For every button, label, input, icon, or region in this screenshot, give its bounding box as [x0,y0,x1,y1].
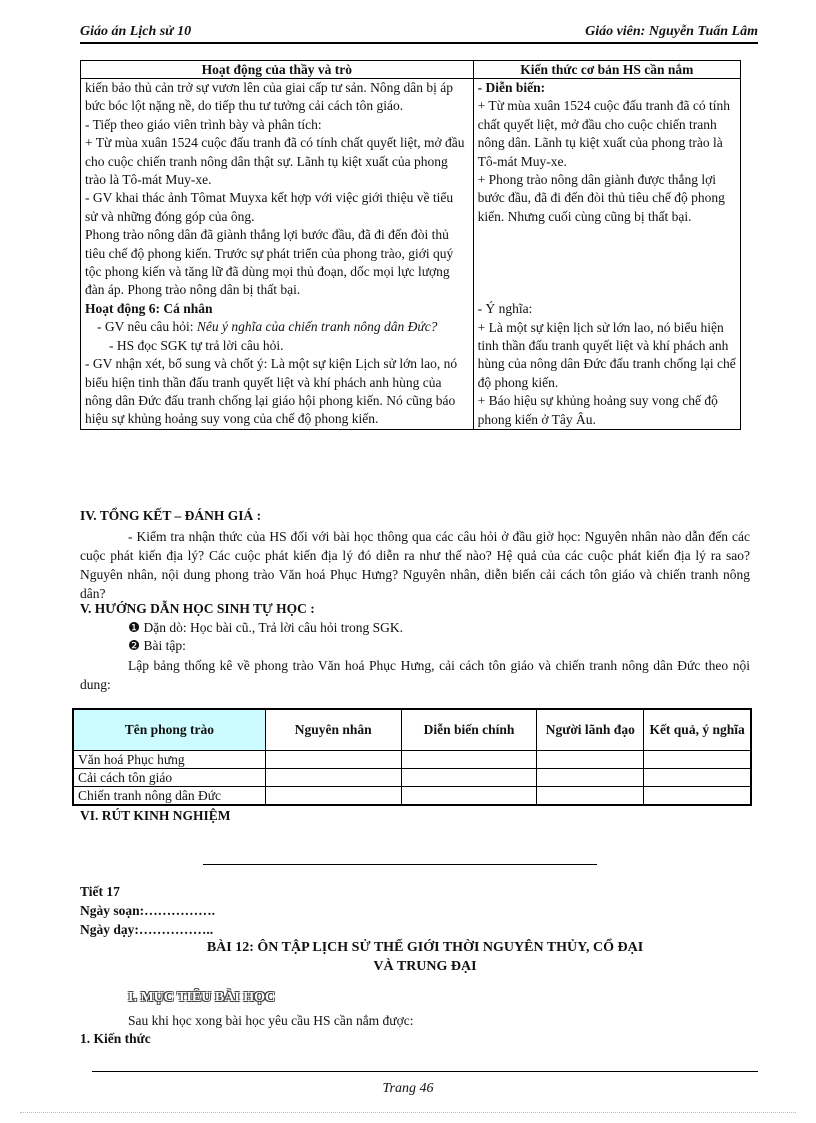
page-bottom-border [20,1112,796,1113]
table-row [73,787,751,806]
lesson-title-line2: VÀ TRUNG ĐẠI [373,959,477,974]
th-main-events: Diễn biến chính [401,709,537,751]
th-cause: Nguyên nhân [265,709,401,751]
section-iv-heading: IV. TỔNG KẾT – ĐÁNH GIÁ : [80,508,262,523]
homework-item-2: ❷ Bài tập: [128,638,186,653]
section-divider [203,864,597,865]
header-teacher: Giáo viên: Nguyễn Tuấn Lâm [585,24,758,39]
gv-question: - GV nêu câu hỏi: Nêu ý nghĩa của chiến tranh nông dân Đức? [97,319,438,335]
activity-text: Phong trào nông dân đã giành thắng lợi bước đầu, đã đi đến đòi thủ tiêu chế độ phong kiến. Trước sự phát triển của phong trào, giới quý tộc phong kiến và tăng lữ đã dùng mọi thủ đoạn, dốc mọi lực lượng đàn áp. Phong trào nông dân bị thất bại. [85,227,454,298]
th-movement: Tên phong trào [73,709,265,751]
section-iv-text: - Kiểm tra nhận thức của HS đối với bài học thông qua các câu hỏi ở đầu giờ học: Nguyên nhân nào dẫn đến các cuộc phát kiến địa lý? Các cuộc phát kiến địa lý đó diễn ra như thế nào? Hệ quả của các cuộc phát kiến địa lý ra sao? Nguyên nhân, nội dung phong trào Văn hoá Phục Hưng? Nguyên nhân, diễn biến cải cách tôn giáo và chiến tranh nông dân? [80,529,750,601]
row-label: Cải cách tôn giáo [73,769,265,787]
section-v-heading: V. HƯỚNG DẪN HỌC SINH TỰ HỌC : [80,601,315,616]
header-subject: Giáo án Lịch sử 10 [80,24,192,39]
col-knowledge-header: Kiến thức cơ bản HS cần nắm [473,61,740,79]
col-activities-header: Hoạt động của thầy và trò [81,61,474,79]
row-label: Chiến tranh nông dân Đức [73,787,265,806]
prep-date: Ngày soạn:……………. [80,903,216,918]
summary-table [72,708,752,806]
page-number: Trang 46 [382,1081,434,1096]
section-v-text: Lập bảng thống kê về phong trào Văn hoá Phục Hưng, cải cách tôn giáo và chiến tranh nông dân Đức theo nội dung: [80,658,750,692]
knowledge-text: + Là một sự kiện lịch sử lớn lao, nó biểu hiện tinh thần đấu tranh quyết liệt và khí phách anh hùng của nông dân Đức đấu tranh chống lại chế độ phong kiến. [477,319,736,390]
table-row [73,751,751,769]
table-row [73,769,751,787]
objectives-intro: Sau khi học xong bài học yêu cầu HS cần nắm được: [128,1013,414,1028]
activity-text: + Từ mùa xuân 1524 cuộc đấu tranh đã có tính chất quyết liệt, mở đầu cho cuộc chiến tranh nông dân thật sự. Lãnh tụ kiệt xuất của phong trào là Tô-mát Muy-xe. [85,135,465,188]
objectives-heading: I. MỤC TIÊU BÀI HỌC [128,990,276,1005]
lesson-activity-table [80,60,741,430]
activity-text: - Tiếp theo giáo viên trình bày và phân tích: [85,116,322,132]
dien-bien-label: - Diễn biến: [477,80,546,95]
knowledge-text: + Từ mùa xuân 1524 cuộc đấu tranh đã có tính chất quyết liệt, mở đầu cho cuộc chiến tranh nông dân. Lãnh tụ kiệt xuất của phong trào là Tô-mát Muy-xe. [477,98,730,169]
teach-date: Ngày dạy:…………….. [80,922,214,937]
knowledge-cell [473,79,740,430]
homework-item-1: ❶ Dặn dò: Học bài cũ., Trả lời câu hỏi trong SGK. [128,620,403,635]
period-number: Tiết 17 [80,884,120,899]
knowledge-heading: 1. Kiến thức [80,1031,151,1046]
activity-text: - GV khai thác ảnh Tômat Muyxa kết hợp với việc giới thiệu về tiểu sử và những đóng góp của ông. [85,190,454,224]
activities-cell [81,79,474,430]
knowledge-text: + Báo hiệu sự khủng hoảng suy vong chế độ phong kiến ở Tây Âu. [477,393,718,427]
lesson-title: BÀI 12: ÔN TẬP LỊCH SỬ THẾ GIỚI THỜI NGUYÊN THỦY, CỔ ĐẠI [206,940,644,955]
gv-conclusion: - GV nhận xét, bổ sung và chốt ý: Là một sự kiện Lịch sử lớn lao, nó biểu hiện tinh thần đấu tranh quyết liệt và khí phách anh hùng của nông dân Đức đấu tranh chống lại giáo hội phong kiến. Nó cũng báo hiệu sự khủng hoảng suy vong của chế độ phong kiến. [85,356,458,427]
th-leader: Người lãnh đạo [537,709,644,751]
knowledge-text: + Phong trào nông dân giành được thắng lợi bước đầu, đã đi đến đòi thủ tiêu chế độ phong kiến. Nhưng cuối cùng cũng bị thất bại. [477,172,725,224]
row-label: Văn hoá Phục hưng [73,751,265,769]
activity-text: kiến bảo thủ cản trở sự vươn lên của giai cấp tư sản. Nông dân bị áp bức bóc lột nặng nề, do tiếp thu tư tưởng cải cách tôn giáo. [85,80,454,114]
activity-6-heading: Hoạt động 6: Cá nhân [85,300,213,316]
header-divider [80,42,758,44]
footer-divider [92,1071,758,1072]
th-result: Kết quả, ý nghĩa [644,709,751,751]
y-nghia-label: - Ý nghĩa: [477,301,533,317]
hs-answer: - HS đọc SGK tự trả lời câu hỏi. [109,337,284,353]
section-vi-heading: VI. RÚT KINH NGHIỆM [80,808,231,823]
